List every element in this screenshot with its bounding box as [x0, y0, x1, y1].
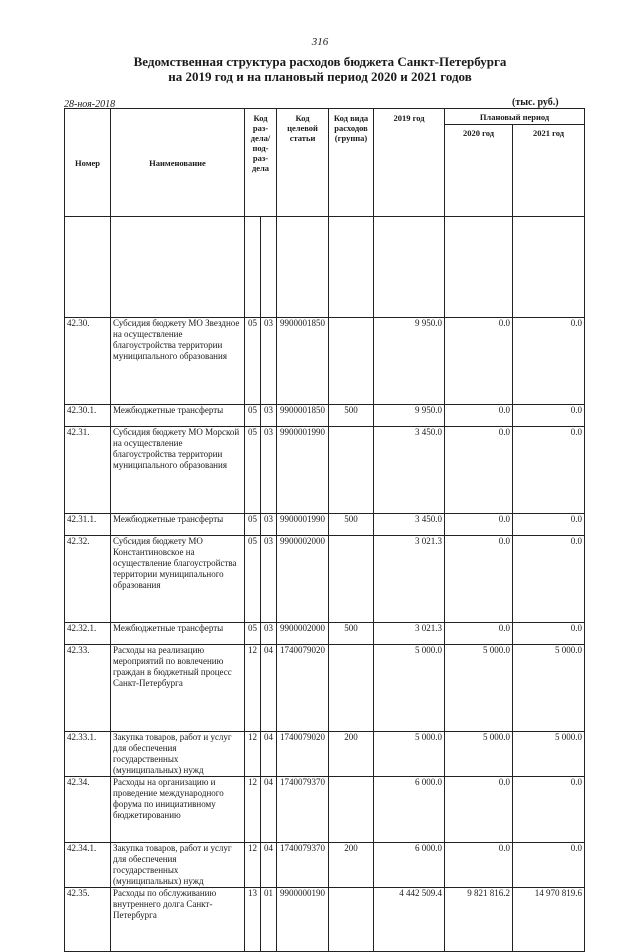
- row-target-code: 9900001990: [277, 427, 329, 514]
- header-planned-period: Плановый период: [445, 109, 585, 125]
- row-name: Межбюджетные трансферты: [111, 623, 245, 645]
- row-amount-2021: 5 000.0: [513, 732, 585, 777]
- row-number: 42.33.1.: [65, 732, 111, 777]
- table-row: [65, 405, 585, 427]
- title-line-1: Ведомственная структура расходов бюджета Санкт-Петербурга: [133, 54, 507, 69]
- row-amount-2021: 0.0: [513, 536, 585, 623]
- header-year-2019: 2019 год: [374, 109, 445, 217]
- row-amount-2019: 6 000.0: [374, 777, 445, 843]
- row-number: 42.31.1.: [65, 514, 111, 536]
- row-name: Субсидия бюджету МО Звездное на осуществление благоустройства территории муниципального образования: [111, 318, 245, 405]
- row-expense-type: 500: [329, 623, 374, 645]
- row-name: Межбюджетные трансферты: [111, 405, 245, 427]
- row-name: Субсидия бюджету МО Морской на осуществление благоустройства территории муниципального образования: [111, 427, 245, 514]
- row-section-code: 05: [245, 427, 261, 514]
- table-row: [65, 732, 585, 777]
- row-target-code: 9900000190: [277, 888, 329, 952]
- header-target-code: Код целевой статьи: [277, 109, 329, 217]
- table-row: [65, 536, 585, 623]
- row-subsection-code: 03: [261, 405, 277, 427]
- row-name: Расходы на реализацию мероприятий по вовлечению граждан в бюджетный процесс Санкт-Петербурга: [111, 645, 245, 732]
- row-amount-2020: 0.0: [445, 843, 513, 888]
- row-expense-type: [329, 427, 374, 514]
- table-row: [65, 888, 585, 952]
- row-expense-type: [329, 318, 374, 405]
- row-expense-type: 200: [329, 732, 374, 777]
- header-year-2021: 2021 год: [513, 125, 585, 217]
- row-amount-2020: 5 000.0: [445, 732, 513, 777]
- row-subsection-code: 04: [261, 732, 277, 777]
- row-amount-2021: 0.0: [513, 318, 585, 405]
- table-row: [65, 645, 585, 732]
- header-name: Наименование: [111, 109, 245, 217]
- row-section-code: 12: [245, 732, 261, 777]
- row-amount-2021: 0.0: [513, 843, 585, 888]
- row-name: Межбюджетные трансферты: [111, 514, 245, 536]
- header-spacer-row: [65, 217, 585, 318]
- row-target-code: 1740079020: [277, 732, 329, 777]
- row-number: 42.32.1.: [65, 623, 111, 645]
- row-name: Субсидия бюджету МО Константиновское на осуществление благоустройства территории муниципального образования: [111, 536, 245, 623]
- table-row: [65, 623, 585, 645]
- row-target-code: 1740079370: [277, 777, 329, 843]
- row-target-code: 9900001990: [277, 514, 329, 536]
- row-section-code: 05: [245, 536, 261, 623]
- table-row: [65, 318, 585, 405]
- title-line-2: на 2019 год и на плановый период 2020 и 2021 годов: [168, 69, 472, 84]
- page-number: 316: [311, 36, 329, 48]
- budget-table: [64, 108, 585, 952]
- row-subsection-code: 04: [261, 843, 277, 888]
- row-number: 42.30.1.: [65, 405, 111, 427]
- row-name: Закупка товаров, работ и услуг для обеспечения государственных (муниципальных) нужд: [111, 732, 245, 777]
- row-amount-2019: 3 021.3: [374, 536, 445, 623]
- row-target-code: 9900002000: [277, 536, 329, 623]
- header-number: Номер: [65, 109, 111, 217]
- row-amount-2021: 0.0: [513, 514, 585, 536]
- row-amount-2019: 4 442 509.4: [374, 888, 445, 952]
- document-date: 28-ноя-2018: [64, 99, 116, 110]
- row-expense-type: 200: [329, 843, 374, 888]
- row-section-code: 05: [245, 514, 261, 536]
- row-section-code: 05: [245, 405, 261, 427]
- row-amount-2019: 6 000.0: [374, 843, 445, 888]
- header-expense-type-code: Код вида расходов (группа): [329, 109, 374, 217]
- row-amount-2019: 3 450.0: [374, 427, 445, 514]
- row-section-code: 13: [245, 888, 261, 952]
- row-number: 42.32.: [65, 536, 111, 623]
- row-target-code: 1740079370: [277, 843, 329, 888]
- row-name: Закупка товаров, работ и услуг для обеспечения государственных (муниципальных) нужд: [111, 843, 245, 888]
- row-subsection-code: 04: [261, 777, 277, 843]
- row-expense-type: [329, 536, 374, 623]
- row-name: Расходы на организацию и проведение международного форума по инициативному бюджетированию: [111, 777, 245, 843]
- row-section-code: 12: [245, 777, 261, 843]
- row-subsection-code: 03: [261, 623, 277, 645]
- row-target-code: 9900001850: [277, 318, 329, 405]
- row-amount-2020: 0.0: [445, 514, 513, 536]
- row-target-code: 9900001850: [277, 405, 329, 427]
- row-amount-2020: 0.0: [445, 623, 513, 645]
- row-amount-2019: 3 450.0: [374, 514, 445, 536]
- row-amount-2019: 5 000.0: [374, 732, 445, 777]
- row-number: 42.31.: [65, 427, 111, 514]
- row-amount-2020: 5 000.0: [445, 645, 513, 732]
- row-target-code: 9900002000: [277, 623, 329, 645]
- row-amount-2020: 0.0: [445, 427, 513, 514]
- document-title: [0, 54, 640, 84]
- units-label: (тыс. руб.): [512, 97, 559, 108]
- row-section-code: 05: [245, 318, 261, 405]
- row-expense-type: [329, 645, 374, 732]
- row-amount-2021: 14 970 819.6: [513, 888, 585, 952]
- row-subsection-code: 04: [261, 645, 277, 732]
- row-section-code: 12: [245, 843, 261, 888]
- row-amount-2019: 9 950.0: [374, 318, 445, 405]
- row-amount-2021: 5 000.0: [513, 645, 585, 732]
- row-section-code: 05: [245, 623, 261, 645]
- header-section-code: Код раз-дела/ под-раз-дела: [245, 109, 277, 217]
- row-amount-2021: 0.0: [513, 427, 585, 514]
- table-row: [65, 427, 585, 514]
- row-amount-2019: 9 950.0: [374, 405, 445, 427]
- row-amount-2020: 0.0: [445, 405, 513, 427]
- table-row: [65, 843, 585, 888]
- row-number: 42.30.: [65, 318, 111, 405]
- row-amount-2021: 0.0: [513, 623, 585, 645]
- row-number: 42.34.1.: [65, 843, 111, 888]
- row-amount-2020: 0.0: [445, 536, 513, 623]
- row-expense-type: 500: [329, 514, 374, 536]
- row-subsection-code: 03: [261, 536, 277, 623]
- row-amount-2019: 5 000.0: [374, 645, 445, 732]
- row-amount-2020: 0.0: [445, 318, 513, 405]
- row-section-code: 12: [245, 645, 261, 732]
- row-subsection-code: 01: [261, 888, 277, 952]
- row-amount-2020: 0.0: [445, 777, 513, 843]
- row-amount-2021: 0.0: [513, 777, 585, 843]
- row-name: Расходы по обслуживанию внутреннего долга Санкт-Петербурга: [111, 888, 245, 952]
- row-target-code: 1740079020: [277, 645, 329, 732]
- row-amount-2019: 3 021.3: [374, 623, 445, 645]
- row-amount-2021: 0.0: [513, 405, 585, 427]
- table-row: [65, 514, 585, 536]
- row-expense-type: [329, 888, 374, 952]
- row-number: 42.35.: [65, 888, 111, 952]
- table-row: [65, 777, 585, 843]
- header-year-2020: 2020 год: [445, 125, 513, 217]
- row-subsection-code: 03: [261, 514, 277, 536]
- row-amount-2020: 9 821 816.2: [445, 888, 513, 952]
- row-expense-type: [329, 777, 374, 843]
- row-expense-type: 500: [329, 405, 374, 427]
- row-number: 42.33.: [65, 645, 111, 732]
- row-number: 42.34.: [65, 777, 111, 843]
- row-subsection-code: 03: [261, 318, 277, 405]
- row-subsection-code: 03: [261, 427, 277, 514]
